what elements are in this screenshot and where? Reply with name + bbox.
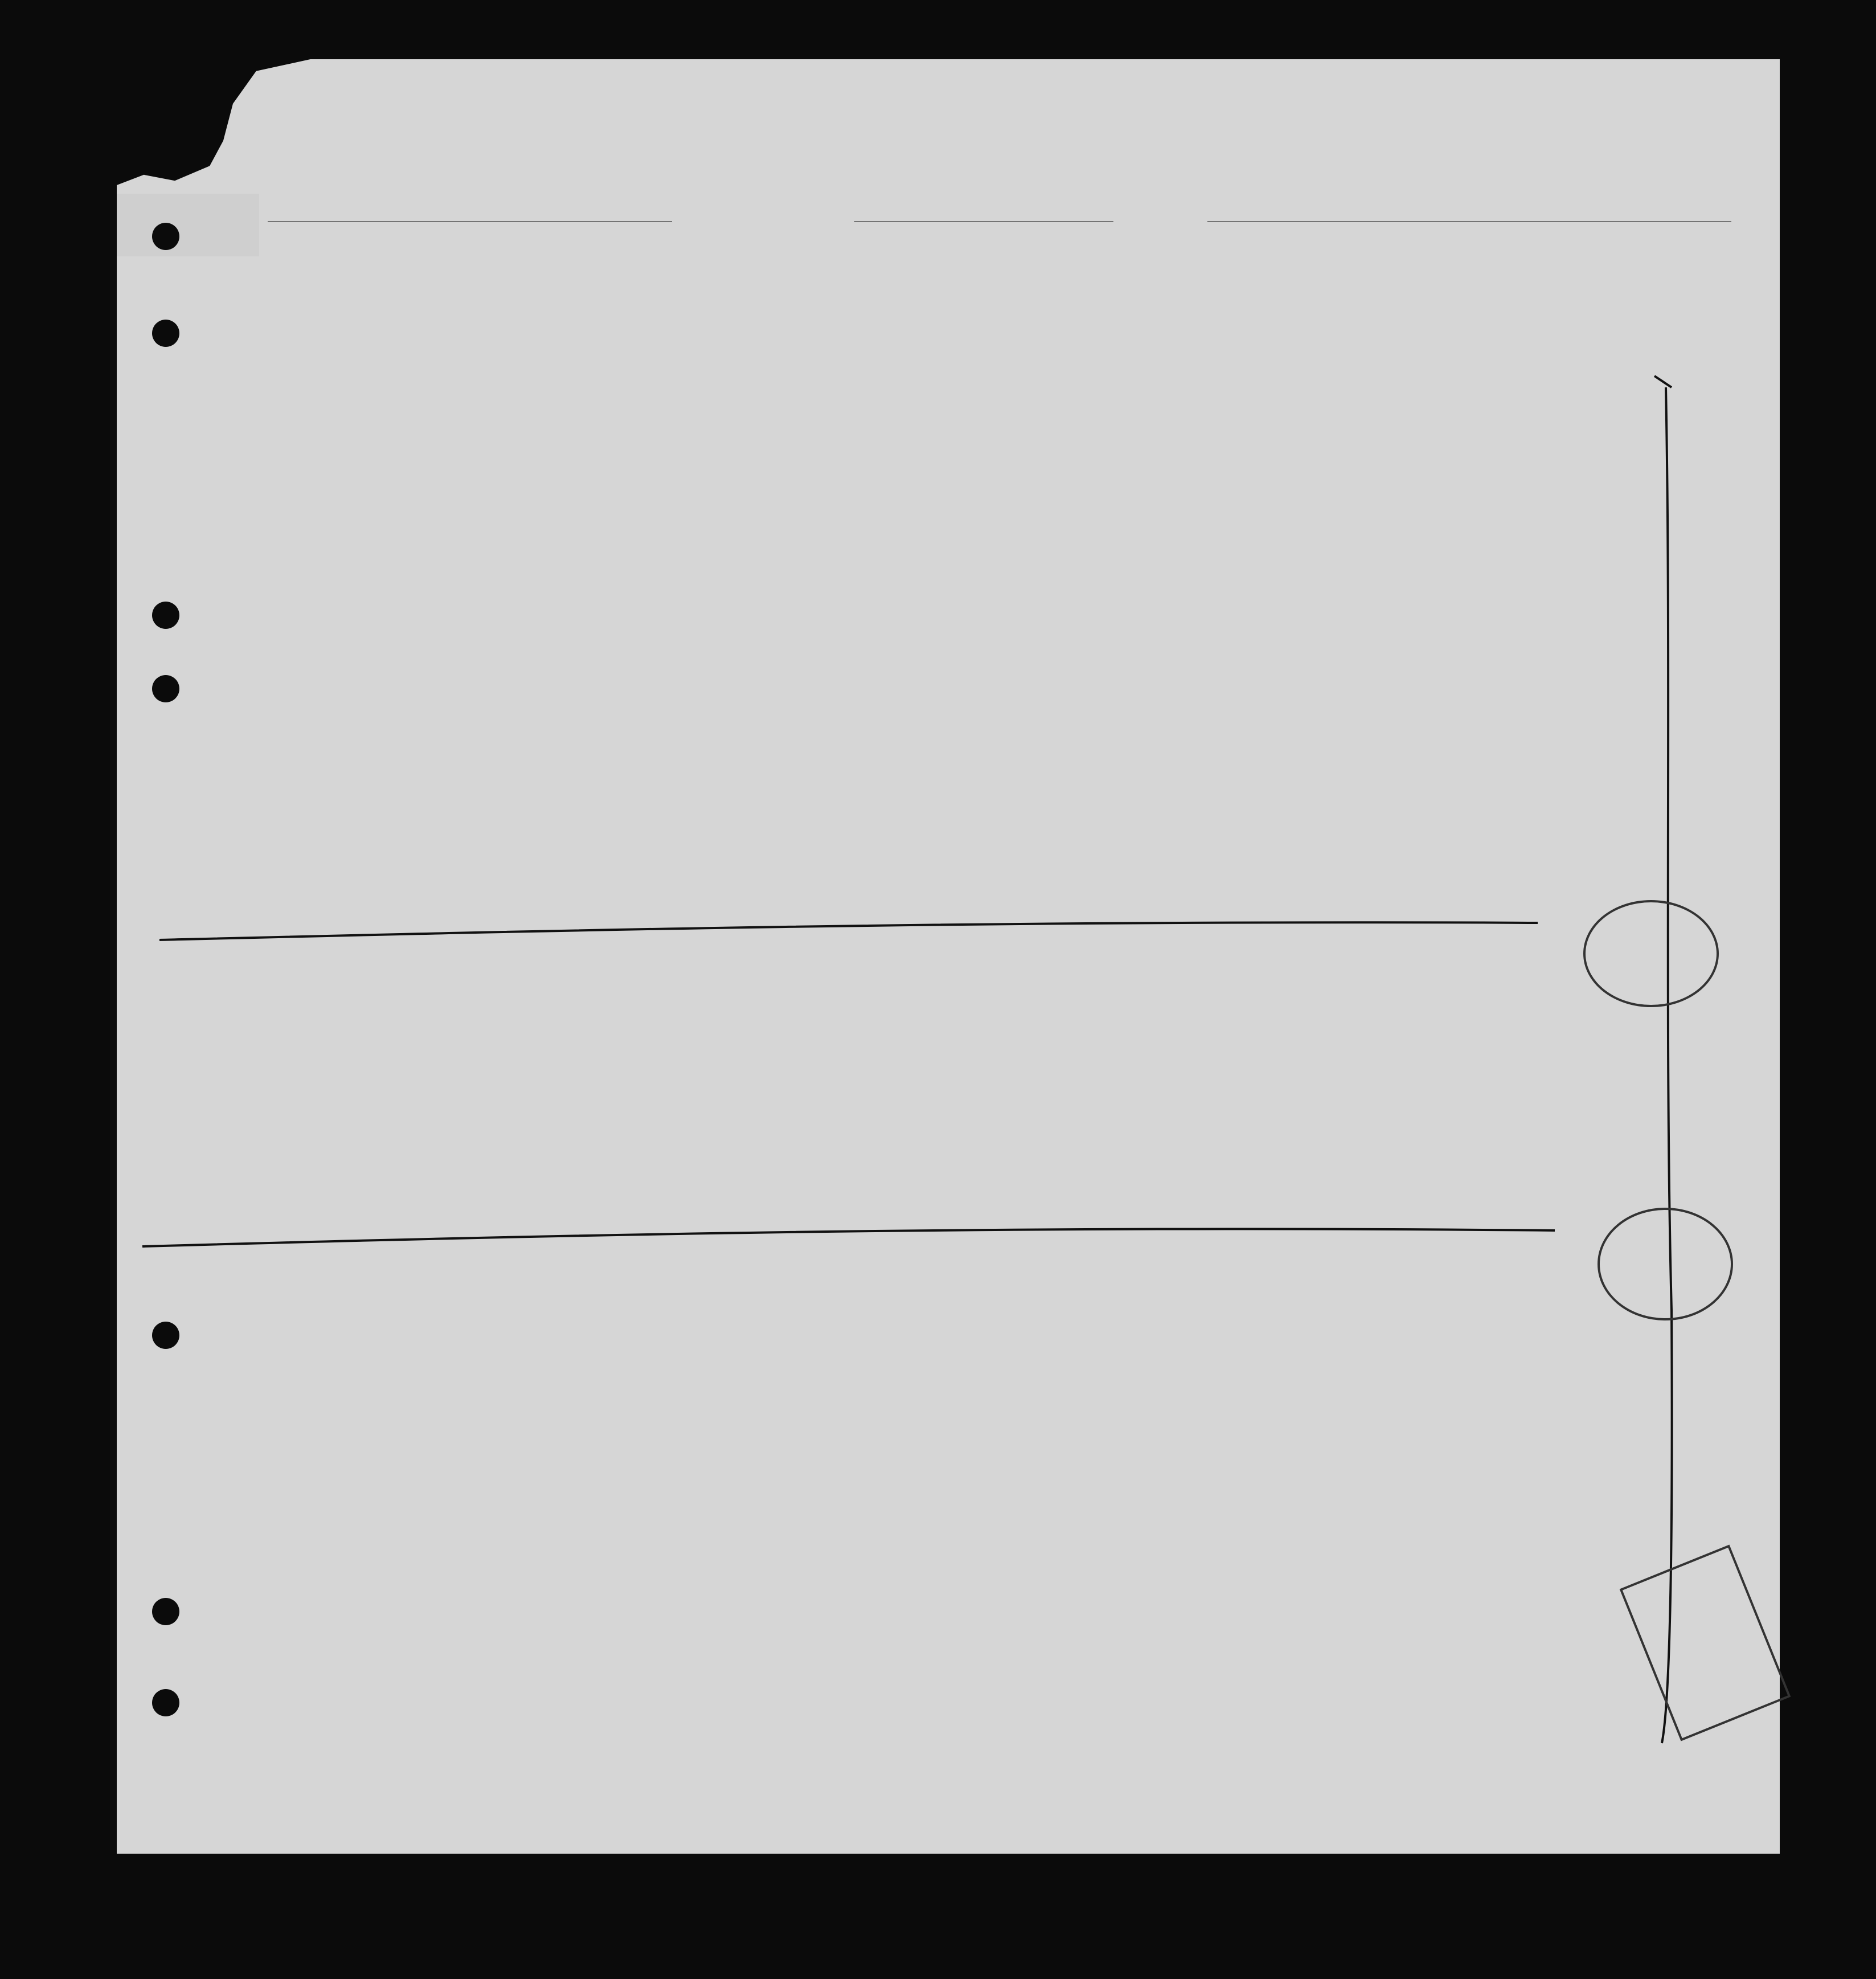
strike-line-17	[159, 922, 1538, 940]
action-line	[1662, 387, 1672, 1743]
immigration-stamp	[1583, 900, 1719, 1007]
strike-line-26	[142, 1229, 1555, 1246]
immigration-stamp-2	[1598, 1208, 1733, 1320]
action-tick	[1654, 376, 1672, 387]
